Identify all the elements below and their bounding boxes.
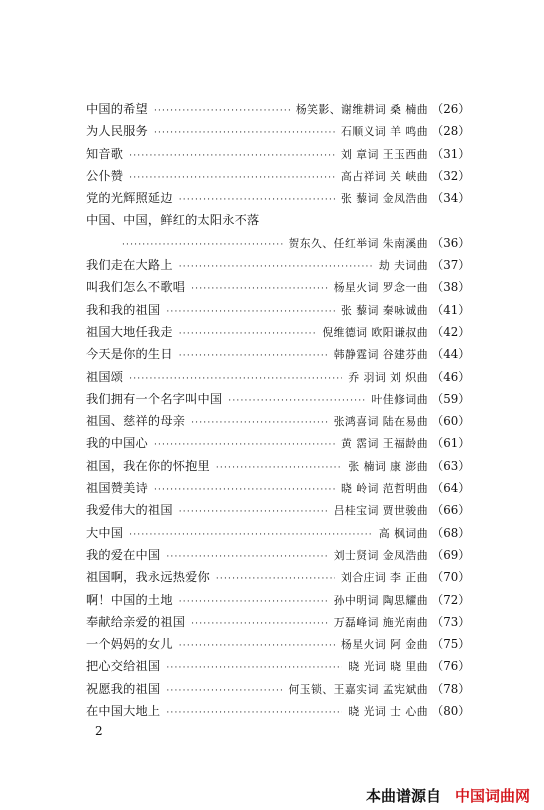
toc-entry-credit: 贺东久、任红举词 朱南溪曲 xyxy=(288,236,428,250)
toc-entry xyxy=(86,368,470,390)
source-label: 本曲谱源自 xyxy=(365,787,441,805)
toc-entry-credit: 刘 章词 王玉西曲 xyxy=(341,147,428,161)
toc-entry-title: 叫我们怎么不歌唱 xyxy=(86,280,186,295)
table-of-contents xyxy=(86,100,470,724)
toc-entry-page: （28） xyxy=(431,124,470,139)
toc-entry-title: 祝愿我的祖国 xyxy=(86,681,161,696)
toc-entry-title: 知音歌 xyxy=(86,146,124,161)
toc-entry-credit: 叶佳修词曲 xyxy=(371,392,428,406)
toc-entry xyxy=(86,122,470,144)
toc-entry-page: （26） xyxy=(431,102,470,116)
toc-entry xyxy=(86,211,470,233)
toc-entry-page: （66） xyxy=(431,503,470,518)
toc-entry-title: 党的光辉照延边 xyxy=(86,191,173,206)
toc-entry xyxy=(86,457,470,479)
toc-entry-page: （46） xyxy=(431,369,470,384)
toc-entry xyxy=(86,479,470,501)
toc-entry-page: （75） xyxy=(431,637,470,652)
toc-entry-credit: 杨笑影、谢维耕词 桑 楠曲 xyxy=(295,103,428,116)
dot-leader xyxy=(166,307,335,317)
dot-leader xyxy=(179,262,373,272)
toc-entry xyxy=(86,501,470,523)
dot-leader xyxy=(179,507,328,517)
toc-entry-page: （80） xyxy=(431,704,470,719)
toc-entry-title: 中国的希望 xyxy=(86,102,148,116)
toc-entry xyxy=(86,390,470,412)
toc-entry-title: 中国、中国，鲜红的太阳永不落 xyxy=(86,213,260,228)
toc-entry-title: 公仆赞 xyxy=(86,168,124,183)
dot-leader xyxy=(179,329,317,339)
toc-entry-title: 祖国赞美诗 xyxy=(86,481,148,496)
watermark-footer xyxy=(366,785,530,806)
toc-entry-credit: 刘合庄词 李 正曲 xyxy=(341,571,428,585)
page-number: 2 xyxy=(95,724,103,738)
toc-entry-page: （78） xyxy=(431,681,470,696)
toc-entry-page: （76） xyxy=(431,659,470,674)
toc-entry xyxy=(86,702,470,724)
dot-leader xyxy=(122,240,283,250)
toc-entry-title: 大中国 xyxy=(86,525,124,540)
toc-entry-credit: 张 藜词 秦咏诚曲 xyxy=(341,303,428,317)
dot-leader xyxy=(216,574,335,584)
toc-entry xyxy=(86,278,470,300)
dot-leader xyxy=(129,374,342,384)
toc-entry-title: 我们走在大路上 xyxy=(86,258,173,273)
toc-entry-page: （41） xyxy=(431,302,470,317)
toc-entry-title: 今天是你的生日 xyxy=(86,347,173,362)
toc-entry-credit: 晓 岭词 范哲明曲 xyxy=(341,482,428,496)
dot-leader xyxy=(154,128,335,138)
toc-entry-credit: 乔 羽词 刘 炽曲 xyxy=(348,370,428,384)
toc-entry-page: （60） xyxy=(431,414,470,429)
dot-leader xyxy=(191,284,328,294)
toc-entry-credit: 倪维德词 欧阳谦叔曲 xyxy=(322,325,428,339)
toc-entry-page: （38） xyxy=(431,280,470,295)
toc-entry xyxy=(86,145,470,167)
toc-entry-page: （73） xyxy=(431,614,470,629)
toc-entry-page: （70） xyxy=(431,570,470,585)
toc-entry-page: （59） xyxy=(431,391,470,406)
dot-leader xyxy=(179,597,328,607)
dot-leader xyxy=(129,151,335,161)
toc-entry xyxy=(86,412,470,434)
toc-entry-title: 为人民服务 xyxy=(86,124,148,139)
toc-entry-credit: 万磊峰词 施光南曲 xyxy=(333,615,428,629)
toc-entry-title: 啊！中国的土地 xyxy=(86,592,173,607)
toc-entry-credit: 刘士贤词 金凤浩曲 xyxy=(333,548,428,562)
toc-entry-page: （72） xyxy=(431,592,470,607)
dot-leader xyxy=(129,173,335,183)
dot-leader xyxy=(166,552,327,562)
dot-leader xyxy=(179,351,328,361)
toc-entry-title: 我的中国心 xyxy=(86,436,148,451)
toc-entry-credit: 张 藜词 金凤浩曲 xyxy=(341,192,428,206)
toc-entry xyxy=(86,591,470,613)
toc-entry-credit: 张鸿喜词 陆在易曲 xyxy=(333,415,428,429)
toc-entry-credit: 高 枫词曲 xyxy=(378,526,428,540)
dot-leader xyxy=(154,485,335,495)
toc-entry-title: 祖国颂 xyxy=(86,369,124,384)
toc-entry-title: 我们拥有一个名字叫中国 xyxy=(86,391,223,406)
toc-entry xyxy=(86,234,470,256)
toc-entry-page: （69） xyxy=(431,547,470,562)
toc-entry-title: 在中国大地上 xyxy=(86,704,161,719)
toc-entry-credit: 韩静霆词 谷建芬曲 xyxy=(333,348,428,362)
dot-leader xyxy=(129,530,373,540)
toc-entry-credit: 何玉锁、王嘉实词 孟宪斌曲 xyxy=(288,682,428,696)
toc-entry xyxy=(86,524,470,546)
toc-entry-title: 我爱伟大的祖国 xyxy=(86,503,173,518)
toc-entry-credit: 高占祥词 关 峡曲 xyxy=(341,169,428,183)
toc-entry xyxy=(86,657,470,679)
dot-leader xyxy=(154,440,335,450)
toc-entry-title: 奉献给亲爱的祖国 xyxy=(86,614,186,629)
toc-entry xyxy=(86,635,470,657)
toc-entry-credit: 劫 夫词曲 xyxy=(378,259,428,273)
toc-entry-credit: 吕桂宝词 贾世骏曲 xyxy=(333,504,428,518)
toc-entry-credit: 黄 霑词 王福龄曲 xyxy=(341,437,428,451)
toc-entry-credit: 孙中明词 陶思耀曲 xyxy=(333,593,428,607)
toc-entry-credit: 张 楠词 康 澎曲 xyxy=(348,459,428,473)
toc-entry-title: 祖国大地任我走 xyxy=(86,324,173,339)
toc-entry-title: 我的爱在中国 xyxy=(86,547,161,562)
brand-name: 中国词曲网 xyxy=(454,787,530,805)
toc-entry-credit: 杨星火词 罗念一曲 xyxy=(333,281,428,295)
toc-entry-page: （42） xyxy=(431,324,470,339)
toc-entry-page: （44） xyxy=(431,347,470,362)
toc-entry xyxy=(86,189,470,211)
dot-leader xyxy=(154,106,290,116)
toc-entry-page: （63） xyxy=(431,458,470,473)
toc-entry-page: （32） xyxy=(431,168,470,183)
toc-entry-title: 一个妈妈的女儿 xyxy=(86,637,173,652)
toc-entry-page: （34） xyxy=(431,191,470,206)
toc-entry xyxy=(86,323,470,345)
dot-leader xyxy=(191,619,328,629)
dot-leader xyxy=(179,641,335,651)
toc-entry xyxy=(86,301,470,323)
toc-entry-credit: 晓 光词 士 心曲 xyxy=(348,705,428,719)
toc-entry-page: （61） xyxy=(431,436,470,451)
toc-entry xyxy=(86,256,470,278)
toc-entry xyxy=(86,613,470,635)
toc-entry xyxy=(86,100,470,122)
toc-entry-credit: 杨星火词 阿 金曲 xyxy=(341,638,428,652)
dot-leader xyxy=(166,686,282,696)
toc-entry-page: （37） xyxy=(431,258,470,273)
toc-entry xyxy=(86,167,470,189)
toc-entry-title: 祖国，我在你的怀抱里 xyxy=(86,458,210,473)
toc-entry xyxy=(86,434,470,456)
dot-leader xyxy=(179,195,335,205)
toc-entry-page: （64） xyxy=(431,481,470,496)
dot-leader xyxy=(166,708,342,718)
dot-leader xyxy=(191,418,328,428)
dot-leader xyxy=(228,396,365,406)
toc-entry xyxy=(86,546,470,568)
dot-leader xyxy=(216,463,343,473)
toc-entry xyxy=(86,345,470,367)
toc-entry-title: 祖国啊，我永远热爱你 xyxy=(86,570,210,585)
toc-entry xyxy=(86,680,470,702)
toc-entry-page: （36） xyxy=(431,235,470,250)
toc-entry-page: （31） xyxy=(431,146,470,161)
toc-entry-credit: 晓 光词 晓 里曲 xyxy=(348,660,428,674)
toc-entry xyxy=(86,568,470,590)
toc-entry-credit: 石顺义词 羊 鸣曲 xyxy=(341,125,428,139)
toc-entry-page: （68） xyxy=(431,525,470,540)
toc-entry-title: 把心交给祖国 xyxy=(86,659,161,674)
dot-leader xyxy=(166,663,342,673)
toc-entry-title: 祖国、慈祥的母亲 xyxy=(86,414,186,429)
toc-entry-title: 我和我的祖国 xyxy=(86,302,161,317)
